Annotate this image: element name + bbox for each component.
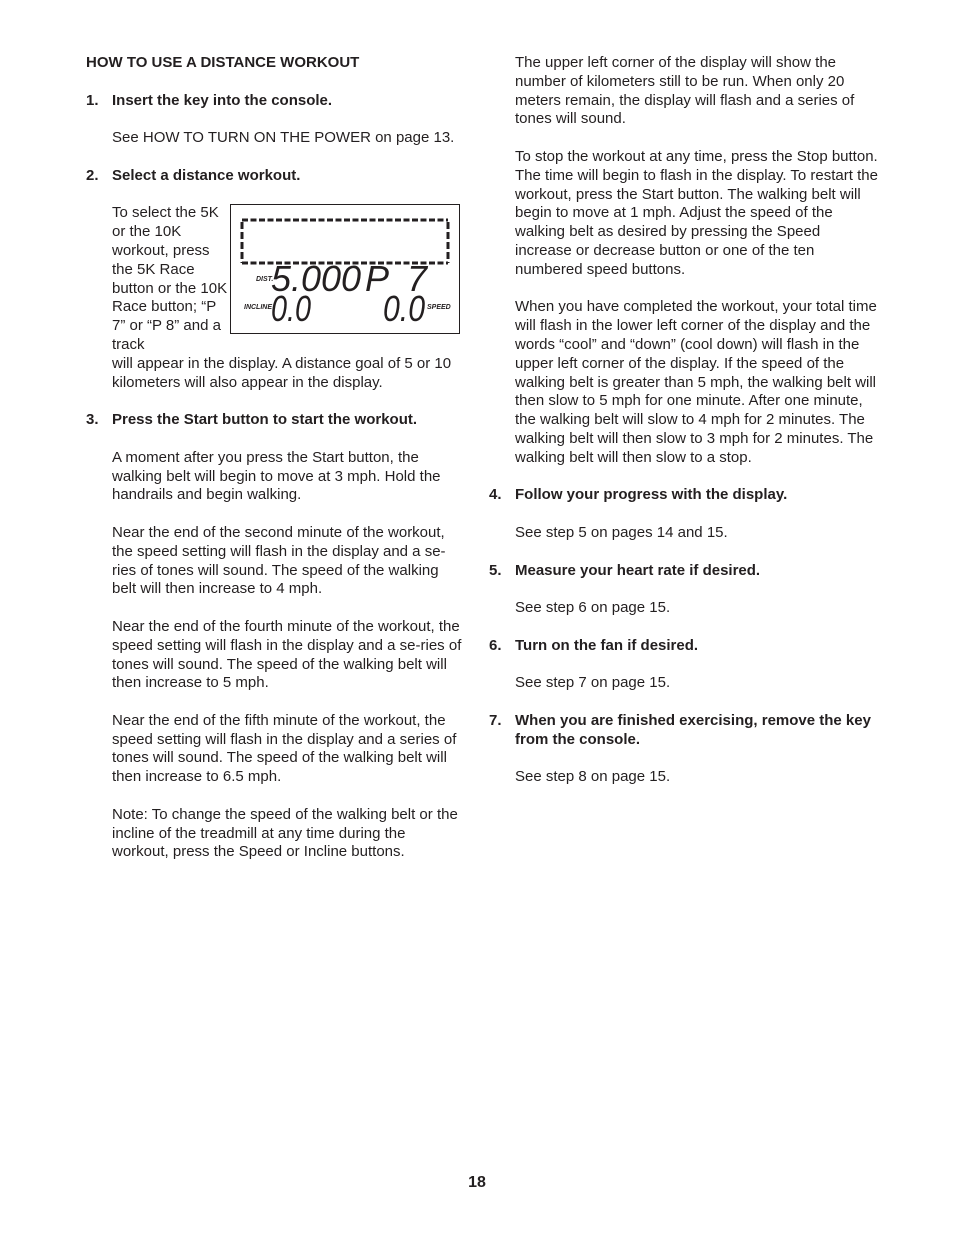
step-number: 1. [86,91,99,109]
step-1-heading [86,92,466,111]
step-title: Measure your heart rate if desired. [515,561,761,579]
step-3-note: Note: To change the speed of the walking belt or the incline of the treadmill at any time during the workout, press the Speed or Incline buttons. [112,805,458,861]
continued-paragraph: To stop the workout at any time, press the Stop button. The time will begin to flash in the display. To restart the workout, press the Start button. The walking belt will begin to move at 1 mph. Adjust the speed of the walking belt as desired by pressing the Speed increase or decrease button or one of the ten numbered speed buttons. [515,147,878,278]
step-6-body: See step 7 on page 15. [515,674,671,692]
step-title: Insert the key into the console. [112,91,333,109]
step-2-wrapped-text: To select the 5K or the 10K workout, press the 5K Race button or the 10K Race button; “P 7” or “P 8” and a track [112,204,228,353]
step-number: 2. [86,166,99,184]
step-number: 6. [489,636,502,654]
step-4-heading [489,486,881,505]
step-number: 4. [489,486,502,504]
console-display-illustration [230,204,460,334]
speed-readout: 0.0 [383,288,425,330]
distance-readout: 5.000 [271,258,361,300]
step-number: 3. [86,411,99,429]
step-2-heading [86,167,466,186]
step-5-heading [489,562,881,581]
step-3-paragraph: A moment after you press the Start button, the walking belt will begin to move at 3 mph. Hold the handrails and begin walking. [112,448,441,504]
step-2-continued-text: will appear in the display. A distance goal of 5 or 10 kilometers will also appear in the display. [112,354,452,391]
step-7-body: See step 8 on page 15. [515,768,671,786]
step-3-paragraph: Near the end of the fifth minute of the workout, the speed setting will flash in the display and a series of tones will sound. The speed of the walking belt will then increase to 6.5 mph. [112,711,457,786]
step-2-body [112,204,466,392]
left-column [86,54,466,881]
continued-paragraph: The upper left corner of the display will show the number of kilometers still to be run. When only 20 meters remain, the display will flash and a series of tones will sound. [515,54,855,128]
step-5-body: See step 6 on page 15. [515,599,671,617]
step-title: Select a distance workout. [112,166,301,184]
page-number: 18 [468,1174,486,1191]
step-number: 7. [489,711,502,729]
step-1-body: See HOW TO TURN ON THE POWER on page 13. [112,129,455,147]
step-title: Follow your progress with the display. [515,486,788,504]
step-number: 5. [489,561,502,579]
step-3-heading [86,411,466,430]
step-3-paragraph: Near the end of the second minute of the workout, the speed setting will flash in the display and a se-ries of tones will sound. The speed of the walking belt will then increase to 4 mph. [112,523,446,598]
right-column [489,54,881,806]
step-title: When you are finished exercising, remove the key from the console. [515,711,871,748]
program-number: 7 [407,258,428,300]
step-title: Press the Start button to start the workout. [112,411,418,429]
step-6-heading [489,637,881,656]
lcd-graphic [231,205,459,333]
program-letter: P [365,258,390,300]
dist-label: DIST. [256,276,274,284]
step-title: Turn on the fan if desired. [515,636,699,654]
section-heading: HOW TO USE A DISTANCE WORKOUT [86,54,360,71]
incline-readout: 0.0 [271,288,311,330]
speed-label: SPEED [427,304,451,312]
step-7-heading [489,712,881,750]
step-4-body: See step 5 on pages 14 and 15. [515,523,728,541]
step-3-paragraph: Near the end of the fourth minute of the workout, the speed setting will flash in the display and a se-ries of tones will sound. The speed of the walking belt will then increase to 5 mph. [112,617,462,692]
continued-paragraph: When you have completed the workout, your total time will flash in the lower left corner of the display and the words “cool” and “down” (cool down) will flash in the upper left corner of the display. If the speed of the walking belt is greater than 5 mph, the walking belt will then slow to 5 mph for one minute. After one minute, the walking belt will slow to 4 mph for 2 minutes. The walking belt will then slow to 3 mph for 2 minutes. The walking belt will then slow to a stop. [515,298,877,466]
incline-label: INCLINE [244,304,272,312]
